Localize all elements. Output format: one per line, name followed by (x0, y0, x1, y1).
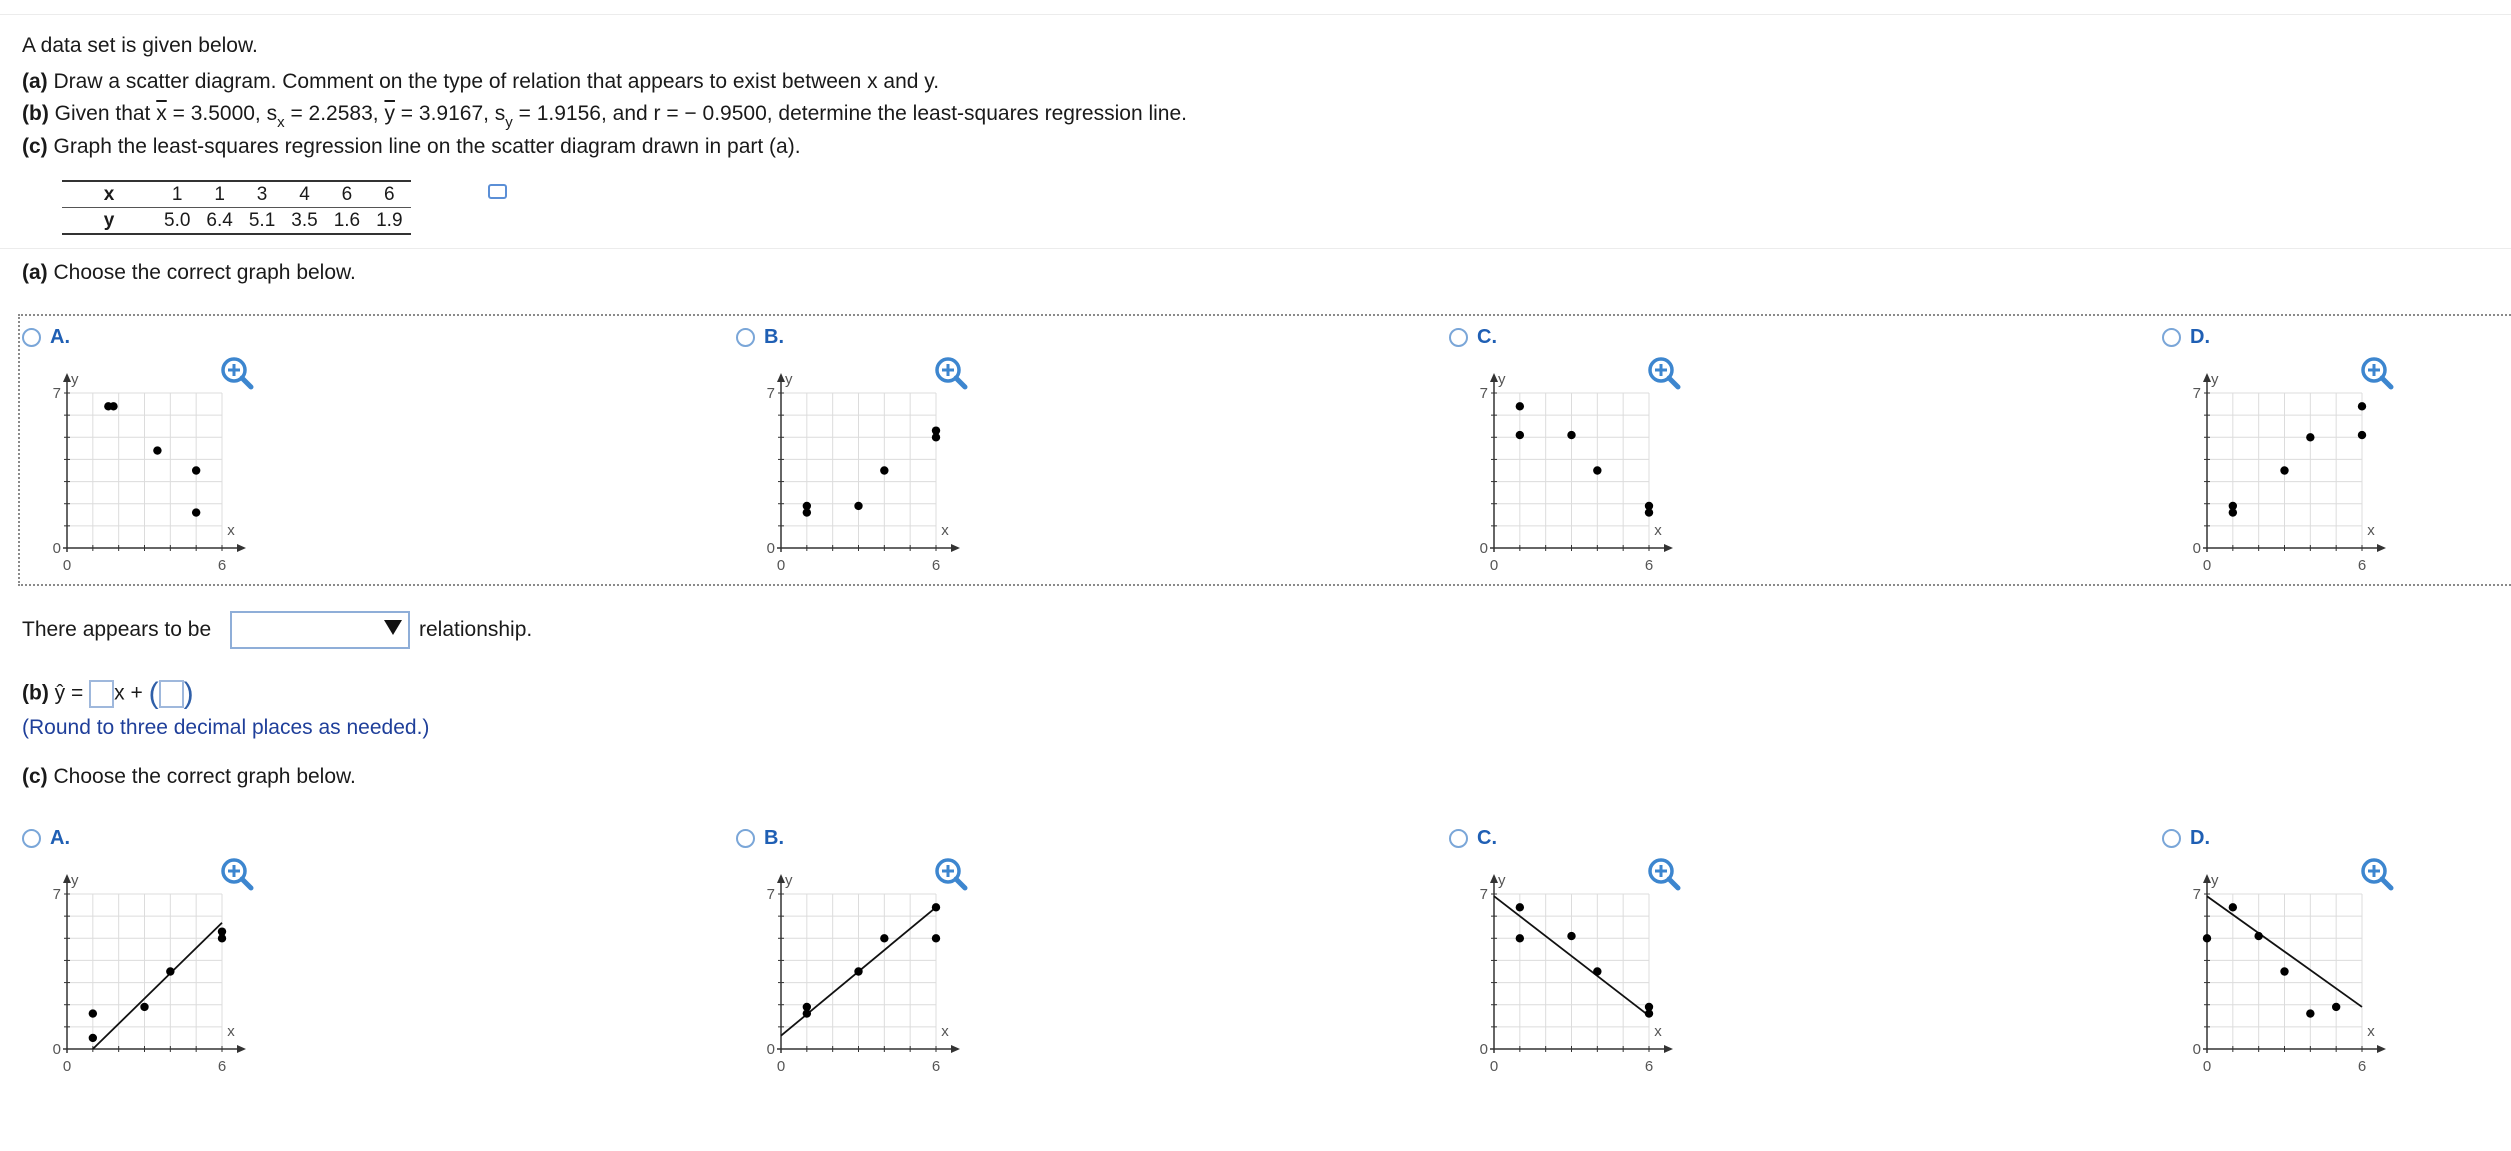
radio-button[interactable] (1449, 328, 1468, 347)
x-tick-label: 0 (62, 557, 72, 574)
data-point (1567, 932, 1575, 940)
chevron-down-icon (384, 620, 402, 635)
x-tick-label: 6 (1644, 1058, 1654, 1075)
data-table (62, 180, 411, 235)
y-tick-label: 7 (1479, 886, 1488, 903)
data-point (2358, 431, 2366, 439)
radio-button[interactable] (736, 328, 755, 347)
x-tick-label: 0 (2202, 1058, 2212, 1075)
x-tick-label: 6 (1644, 557, 1654, 574)
option-a-C[interactable] (1449, 326, 1497, 349)
table-header-y: y (62, 208, 156, 235)
table-cell: 4 (283, 181, 325, 208)
data-point (2203, 934, 2211, 942)
radio-button[interactable] (1449, 829, 1468, 848)
x-tick-label: 6 (931, 557, 941, 574)
table-cell: 1 (156, 181, 198, 208)
data-point (1593, 466, 1601, 474)
table-cell: 1.9 (368, 208, 410, 235)
y-axis-arrow-icon (63, 373, 71, 382)
scatter-graph-a-C (1449, 352, 1669, 582)
y-tick-label: 0 (52, 1041, 61, 1058)
slope-input[interactable] (89, 680, 114, 708)
radio-button[interactable] (2162, 328, 2181, 347)
option-a-D[interactable] (2162, 326, 2210, 349)
option-label: D. (2190, 326, 2210, 348)
zoom-in-icon[interactable] (1647, 356, 1681, 390)
zoom-in-icon[interactable] (934, 857, 968, 891)
y-axis-arrow-icon (777, 874, 785, 883)
question-a: (a) Draw a scatter diagram. Comment on the type of relation that appears to exist between x and y. (22, 70, 940, 93)
data-point (932, 934, 940, 942)
data-point (1567, 431, 1575, 439)
intercept-input[interactable] (159, 680, 184, 708)
option-a-B[interactable] (736, 326, 784, 349)
table-cell: 6.4 (198, 208, 240, 235)
data-point (2229, 903, 2237, 911)
data-point (1593, 967, 1601, 975)
zoom-in-icon[interactable] (1647, 857, 1681, 891)
data-point (89, 1034, 97, 1042)
y-tick-label: 0 (2192, 1041, 2201, 1058)
data-point (1516, 903, 1524, 911)
x-tick-label: 0 (1489, 557, 1499, 574)
scatter-graph-c-A (22, 853, 242, 1083)
zoom-in-icon[interactable] (934, 356, 968, 390)
option-c-A[interactable] (22, 827, 70, 850)
option-label: B. (764, 827, 784, 849)
y-tick-label: 7 (766, 886, 775, 903)
option-a-A[interactable] (22, 326, 70, 349)
x-tick-label: 6 (2357, 557, 2367, 574)
data-point (2280, 967, 2288, 975)
rounding-hint: (Round to three decimal places as needed.) (22, 716, 430, 739)
table-cell: 1.6 (326, 208, 368, 235)
x-axis-label: x (1654, 1023, 1662, 1040)
x-axis-label: x (2367, 522, 2375, 539)
y-tick-label: 7 (52, 886, 61, 903)
y-axis-arrow-icon (63, 874, 71, 883)
option-label: D. (2190, 827, 2210, 849)
scatter-graph-a-A (22, 352, 242, 582)
data-point (1645, 508, 1653, 516)
data-point (932, 903, 940, 911)
data-point (140, 1003, 148, 1011)
x-axis-arrow-icon (1664, 1045, 1673, 1053)
x-tick-label: 0 (776, 1058, 786, 1075)
y-axis-arrow-icon (1490, 373, 1498, 382)
y-tick-label: 0 (766, 1041, 775, 1058)
y-tick-label: 7 (2192, 385, 2201, 402)
y-tick-label: 7 (52, 385, 61, 402)
part-b-equation: (b) ŷ = x + ( ) (22, 677, 194, 710)
y-axis-label: y (1498, 872, 1506, 889)
y-axis-label: y (2211, 872, 2219, 889)
zoom-in-icon[interactable] (220, 356, 254, 390)
copy-data-icon[interactable] (488, 184, 507, 199)
y-axis-label: y (2211, 371, 2219, 388)
question-c: (c) Graph the least-squares regression line on the scatter diagram drawn in part (a). (22, 135, 801, 158)
y-tick-label: 0 (1479, 540, 1488, 557)
table-cell: 1 (198, 181, 240, 208)
table-cell: 5.0 (156, 208, 198, 235)
data-point (2280, 466, 2288, 474)
option-label: C. (1477, 326, 1497, 348)
data-point (803, 502, 811, 510)
data-point (803, 1003, 811, 1011)
y-tick-label: 7 (2192, 886, 2201, 903)
radio-button[interactable] (2162, 829, 2181, 848)
y-axis-label: y (785, 371, 793, 388)
y-axis-label: y (1498, 371, 1506, 388)
y-axis-label: y (785, 872, 793, 889)
table-header-x: x (62, 181, 156, 208)
y-axis-arrow-icon (777, 373, 785, 382)
x-tick-label: 0 (1489, 1058, 1499, 1075)
x-tick-label: 6 (217, 1058, 227, 1075)
relation-sentence: There appears to be (22, 618, 212, 641)
scatter-graph-a-D (2162, 352, 2382, 582)
data-point (2229, 502, 2237, 510)
y-tick-label: 7 (1479, 385, 1488, 402)
data-point (2306, 1009, 2314, 1017)
option-c-B[interactable] (736, 827, 784, 850)
scatter-graph-c-B (736, 853, 956, 1083)
option-label: B. (764, 326, 784, 348)
x-axis-arrow-icon (237, 1045, 246, 1053)
zoom-in-icon[interactable] (2360, 356, 2394, 390)
data-point (166, 967, 174, 975)
data-point (880, 934, 888, 942)
y-axis-label: y (71, 371, 79, 388)
data-point (2306, 433, 2314, 441)
data-point (192, 508, 200, 516)
table-row-x (62, 181, 411, 208)
y-tick-label: 7 (766, 385, 775, 402)
x-tick-label: 0 (2202, 557, 2212, 574)
part-a-options-box (18, 314, 2511, 586)
table-cell: 5.1 (241, 208, 283, 235)
x-tick-label: 0 (776, 557, 786, 574)
table-cell: 6 (368, 181, 410, 208)
radio-button[interactable] (736, 829, 755, 848)
data-point (1645, 1009, 1653, 1017)
data-point (153, 446, 161, 454)
data-point (89, 1009, 97, 1017)
x-axis-label: x (227, 1023, 235, 1040)
radio-button[interactable] (22, 829, 41, 848)
data-point (1516, 402, 1524, 410)
regression-line (93, 923, 222, 1049)
data-point (1516, 934, 1524, 942)
data-point (1516, 431, 1524, 439)
y-axis-arrow-icon (2203, 874, 2211, 883)
data-point (2332, 1003, 2340, 1011)
option-label: A. (50, 827, 70, 849)
x-axis-arrow-icon (2377, 1045, 2386, 1053)
x-axis-label: x (1654, 522, 1662, 539)
y-tick-label: 0 (52, 540, 61, 557)
intro-text: A data set is given below. (22, 34, 258, 57)
data-point (880, 466, 888, 474)
option-label: A. (50, 326, 70, 348)
scatter-graph-a-B (736, 352, 956, 582)
y-axis-label: y (71, 872, 79, 889)
table-cell: 3.5 (283, 208, 325, 235)
option-label: C. (1477, 827, 1497, 849)
data-point (854, 502, 862, 510)
zoom-in-icon[interactable] (220, 857, 254, 891)
divider (0, 248, 2511, 249)
table-cell: 3 (241, 181, 283, 208)
part-c-prompt: (c) Choose the correct graph below. (22, 765, 356, 788)
data-point (218, 927, 226, 935)
scatter-graph-c-C (1449, 853, 1669, 1083)
data-point (2358, 402, 2366, 410)
y-tick-label: 0 (766, 540, 775, 557)
relation-dropdown[interactable] (230, 611, 410, 649)
y-axis-arrow-icon (1490, 874, 1498, 883)
question-b: (b) Given that $\overline{x} = 3.5000$, $s_x = 2.2583$, $\overline{y} = 3.9167$, $s_y = 1.9156$, and r = − 0.9500, determine the least-squares regression line. (22, 102, 1187, 131)
radio-button[interactable] (22, 328, 41, 347)
option-c-D[interactable] (2162, 827, 2210, 850)
x-axis-label: x (941, 522, 949, 539)
part-a-prompt: (a) Choose the correct graph below. (22, 261, 356, 284)
y-tick-label: 0 (2192, 540, 2201, 557)
data-point (109, 402, 117, 410)
x-tick-label: 6 (931, 1058, 941, 1075)
data-point (854, 967, 862, 975)
x-tick-label: 0 (62, 1058, 72, 1075)
table-cell: 6 (326, 181, 368, 208)
data-point (192, 466, 200, 474)
x-axis-arrow-icon (951, 1045, 960, 1053)
zoom-in-icon[interactable] (2360, 857, 2394, 891)
y-tick-label: 0 (1479, 1041, 1488, 1058)
table-row-y (62, 208, 411, 235)
x-tick-label: 6 (2357, 1058, 2367, 1075)
relation-suffix: relationship. (419, 618, 533, 641)
data-point (932, 426, 940, 434)
data-point (2254, 932, 2262, 940)
top-divider (0, 14, 2511, 15)
y-axis-arrow-icon (2203, 373, 2211, 382)
x-axis-label: x (2367, 1023, 2375, 1040)
x-axis-label: x (941, 1023, 949, 1040)
option-c-C[interactable] (1449, 827, 1497, 850)
x-tick-label: 6 (217, 557, 227, 574)
scatter-graph-c-D (2162, 853, 2382, 1083)
x-axis-label: x (227, 522, 235, 539)
